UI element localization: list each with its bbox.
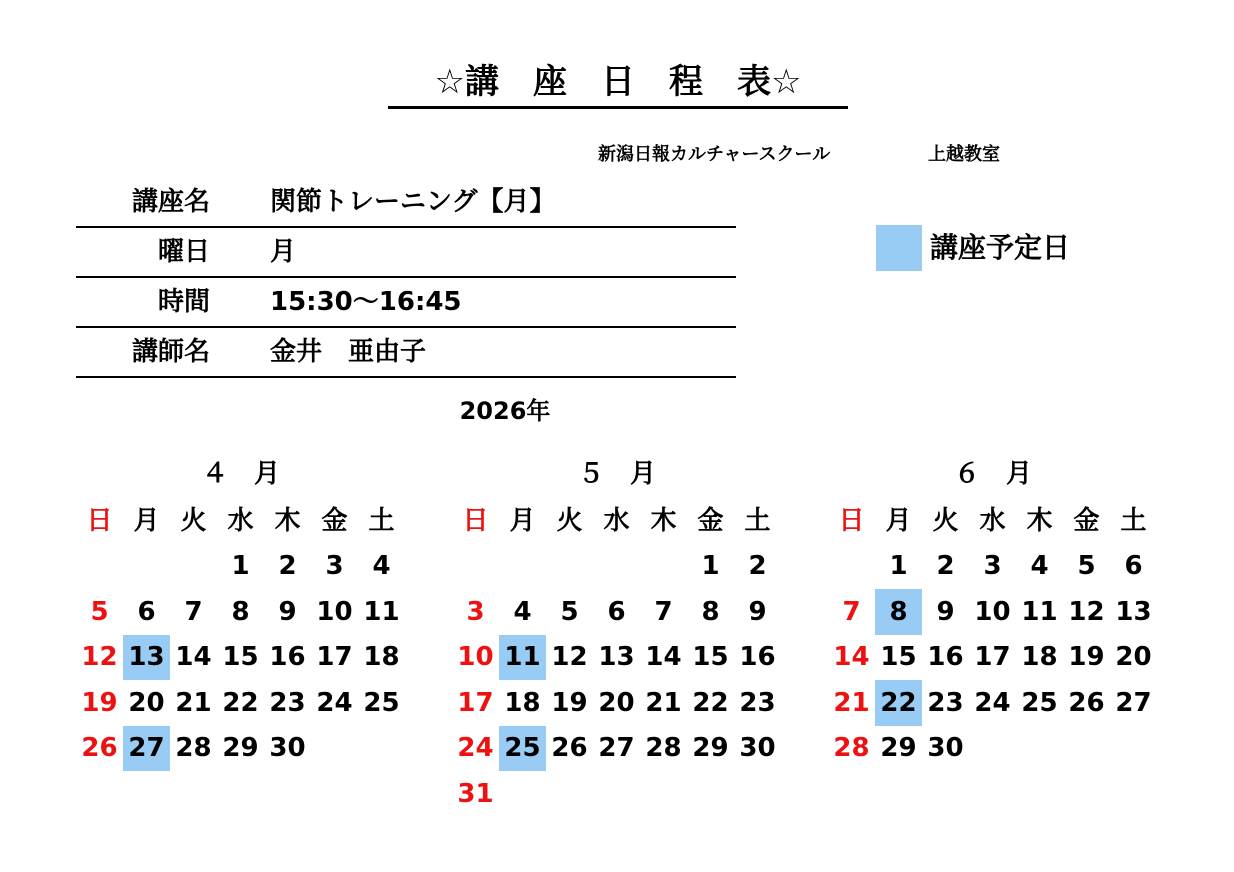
calendar-april bbox=[76, 452, 406, 771]
empty-cell bbox=[593, 544, 640, 590]
month-title: ６ 月 bbox=[953, 459, 1032, 489]
day-cell: 3 bbox=[466, 596, 485, 627]
weekday-header: 月 bbox=[509, 505, 536, 536]
month-title: ４ 月 bbox=[201, 459, 280, 489]
weekday-header: 金 bbox=[1073, 505, 1100, 536]
month-title: ５ 月 bbox=[577, 459, 656, 489]
day-cell: 12 bbox=[551, 642, 588, 673]
weekday-header: 土 bbox=[744, 505, 771, 536]
course-name-value: 関節トレーニング【月】 bbox=[270, 187, 556, 217]
day-cell: 7 bbox=[184, 596, 203, 627]
day-cell: 3 bbox=[983, 551, 1002, 582]
day-cell: 21 bbox=[833, 687, 870, 718]
calendar-may bbox=[452, 452, 782, 817]
day-cell: 28 bbox=[645, 733, 682, 764]
day-cell: 11 bbox=[363, 596, 400, 627]
day-cell: 4 bbox=[1030, 551, 1049, 582]
weekday-header: 土 bbox=[1120, 505, 1147, 536]
scheduled-day: 8 bbox=[875, 589, 922, 635]
day-cell: 1 bbox=[701, 551, 720, 582]
day-cell: 25 bbox=[1021, 687, 1058, 718]
weekday-header: 月 bbox=[885, 505, 912, 536]
weekday-header: 水 bbox=[227, 505, 254, 536]
day-cell: 20 bbox=[598, 687, 635, 718]
day-cell: 22 bbox=[692, 687, 729, 718]
legend-label: 講座予定日 bbox=[930, 231, 1071, 264]
day-cell: 29 bbox=[692, 733, 729, 764]
school-name: 新潟日報カルチャースクール bbox=[598, 144, 831, 165]
empty-cell bbox=[546, 544, 593, 590]
time-label: 時間 bbox=[157, 287, 210, 317]
day-cell: 14 bbox=[645, 642, 682, 673]
day-cell: 31 bbox=[457, 778, 494, 809]
weekday-value: 月 bbox=[270, 237, 297, 267]
day-cell: 28 bbox=[175, 733, 212, 764]
day-cell: 7 bbox=[654, 596, 673, 627]
calendar-june bbox=[828, 452, 1158, 771]
scheduled-day: 25 bbox=[499, 726, 546, 772]
weekday-header: 日 bbox=[838, 505, 865, 536]
day-cell: 18 bbox=[1021, 642, 1058, 673]
day-cell: 6 bbox=[1124, 551, 1143, 582]
day-cell: 17 bbox=[316, 642, 353, 673]
organization bbox=[598, 142, 1058, 168]
weekday-header: 木 bbox=[274, 505, 301, 536]
day-cell: 5 bbox=[1077, 551, 1096, 582]
day-cell: 9 bbox=[748, 596, 767, 627]
day-cell: 16 bbox=[269, 642, 306, 673]
day-cell: 9 bbox=[936, 596, 955, 627]
day-cell: 2 bbox=[278, 551, 297, 582]
weekday-header: 日 bbox=[86, 505, 113, 536]
scheduled-day: 27 bbox=[123, 726, 170, 772]
day-cell: 20 bbox=[128, 687, 165, 718]
day-cell: 26 bbox=[551, 733, 588, 764]
day-cell: 9 bbox=[278, 596, 297, 627]
day-cell: 12 bbox=[1068, 596, 1105, 627]
day-cell: 15 bbox=[692, 642, 729, 673]
day-cell: 24 bbox=[974, 687, 1011, 718]
day-cell: 11 bbox=[1021, 596, 1058, 627]
empty-cell bbox=[170, 544, 217, 590]
day-cell: 26 bbox=[1068, 687, 1105, 718]
weekday-row bbox=[76, 230, 736, 278]
classroom-name: 上越教室 bbox=[928, 144, 1000, 165]
course-name-label: 講座名 bbox=[131, 187, 210, 217]
day-cell: 14 bbox=[175, 642, 212, 673]
day-cell: 5 bbox=[90, 596, 109, 627]
day-cell: 21 bbox=[175, 687, 212, 718]
day-cell: 17 bbox=[974, 642, 1011, 673]
day-cell: 6 bbox=[137, 596, 156, 627]
day-cell: 3 bbox=[325, 551, 344, 582]
empty-cell bbox=[452, 544, 499, 590]
day-cell: 22 bbox=[222, 687, 259, 718]
weekday-header: 水 bbox=[979, 505, 1006, 536]
course-name-row bbox=[76, 180, 736, 228]
day-cell: 19 bbox=[551, 687, 588, 718]
day-cell: 7 bbox=[842, 596, 861, 627]
day-cell: 30 bbox=[739, 733, 776, 764]
day-cell: 6 bbox=[607, 596, 626, 627]
day-cell: 1 bbox=[231, 551, 250, 582]
day-cell: 28 bbox=[833, 733, 870, 764]
day-cell: 13 bbox=[1115, 596, 1152, 627]
day-cell: 15 bbox=[880, 642, 917, 673]
year-heading: 2026年 bbox=[459, 397, 551, 425]
day-cell: 16 bbox=[927, 642, 964, 673]
day-cell: 24 bbox=[316, 687, 353, 718]
day-cell: 21 bbox=[645, 687, 682, 718]
day-cell: 12 bbox=[81, 642, 118, 673]
day-cell: 19 bbox=[1068, 642, 1105, 673]
legend-swatch bbox=[876, 225, 922, 271]
day-cell: 30 bbox=[269, 733, 306, 764]
calendar-grid bbox=[828, 498, 1158, 771]
weekday-header: 火 bbox=[932, 505, 959, 536]
weekday-header: 土 bbox=[368, 505, 395, 536]
day-cell: 16 bbox=[739, 642, 776, 673]
day-cell: 29 bbox=[880, 733, 917, 764]
day-cell: 24 bbox=[457, 733, 494, 764]
empty-cell bbox=[640, 544, 687, 590]
time-row bbox=[76, 280, 736, 328]
weekday-label: 曜日 bbox=[157, 237, 210, 267]
day-cell: 8 bbox=[701, 596, 720, 627]
calendar-grid bbox=[452, 498, 782, 817]
day-cell: 15 bbox=[222, 642, 259, 673]
day-cell: 14 bbox=[833, 642, 870, 673]
day-cell: 10 bbox=[974, 596, 1011, 627]
day-cell: 2 bbox=[936, 551, 955, 582]
day-cell: 10 bbox=[316, 596, 353, 627]
day-cell: 23 bbox=[927, 687, 964, 718]
scheduled-day: 13 bbox=[123, 635, 170, 681]
day-cell: 18 bbox=[504, 687, 541, 718]
day-cell: 25 bbox=[363, 687, 400, 718]
calendar-grid bbox=[76, 498, 406, 771]
day-cell: 4 bbox=[372, 551, 391, 582]
time-value: 15:30～16:45 bbox=[270, 287, 462, 317]
weekday-header: 火 bbox=[180, 505, 207, 536]
weekday-header: 火 bbox=[556, 505, 583, 536]
day-cell: 13 bbox=[598, 642, 635, 673]
day-cell: 8 bbox=[231, 596, 250, 627]
day-cell: 26 bbox=[81, 733, 118, 764]
scheduled-day: 22 bbox=[875, 680, 922, 726]
day-cell: 20 bbox=[1115, 642, 1152, 673]
empty-cell bbox=[76, 544, 123, 590]
page-title: ☆講 座 日 程 表☆ bbox=[388, 58, 848, 109]
weekday-header: 水 bbox=[603, 505, 630, 536]
instructor-row bbox=[76, 330, 736, 378]
day-cell: 17 bbox=[457, 687, 494, 718]
empty-cell bbox=[123, 544, 170, 590]
weekday-header: 日 bbox=[462, 505, 489, 536]
scheduled-day: 11 bbox=[499, 635, 546, 681]
weekday-header: 金 bbox=[697, 505, 724, 536]
day-cell: 29 bbox=[222, 733, 259, 764]
day-cell: 5 bbox=[560, 596, 579, 627]
day-cell: 30 bbox=[927, 733, 964, 764]
weekday-header: 木 bbox=[650, 505, 677, 536]
instructor-label: 講師名 bbox=[131, 337, 210, 367]
day-cell: 18 bbox=[363, 642, 400, 673]
day-cell: 4 bbox=[513, 596, 532, 627]
day-cell: 23 bbox=[739, 687, 776, 718]
instructor-value: 金井 亜由子 bbox=[270, 337, 427, 367]
empty-cell bbox=[828, 544, 875, 590]
empty-cell bbox=[499, 544, 546, 590]
weekday-header: 金 bbox=[321, 505, 348, 536]
day-cell: 2 bbox=[748, 551, 767, 582]
day-cell: 23 bbox=[269, 687, 306, 718]
weekday-header: 月 bbox=[133, 505, 160, 536]
day-cell: 27 bbox=[598, 733, 635, 764]
course-info-table bbox=[76, 180, 736, 380]
weekday-header: 木 bbox=[1026, 505, 1053, 536]
day-cell: 27 bbox=[1115, 687, 1152, 718]
day-cell: 19 bbox=[81, 687, 118, 718]
day-cell: 1 bbox=[889, 551, 908, 582]
day-cell: 10 bbox=[457, 642, 494, 673]
